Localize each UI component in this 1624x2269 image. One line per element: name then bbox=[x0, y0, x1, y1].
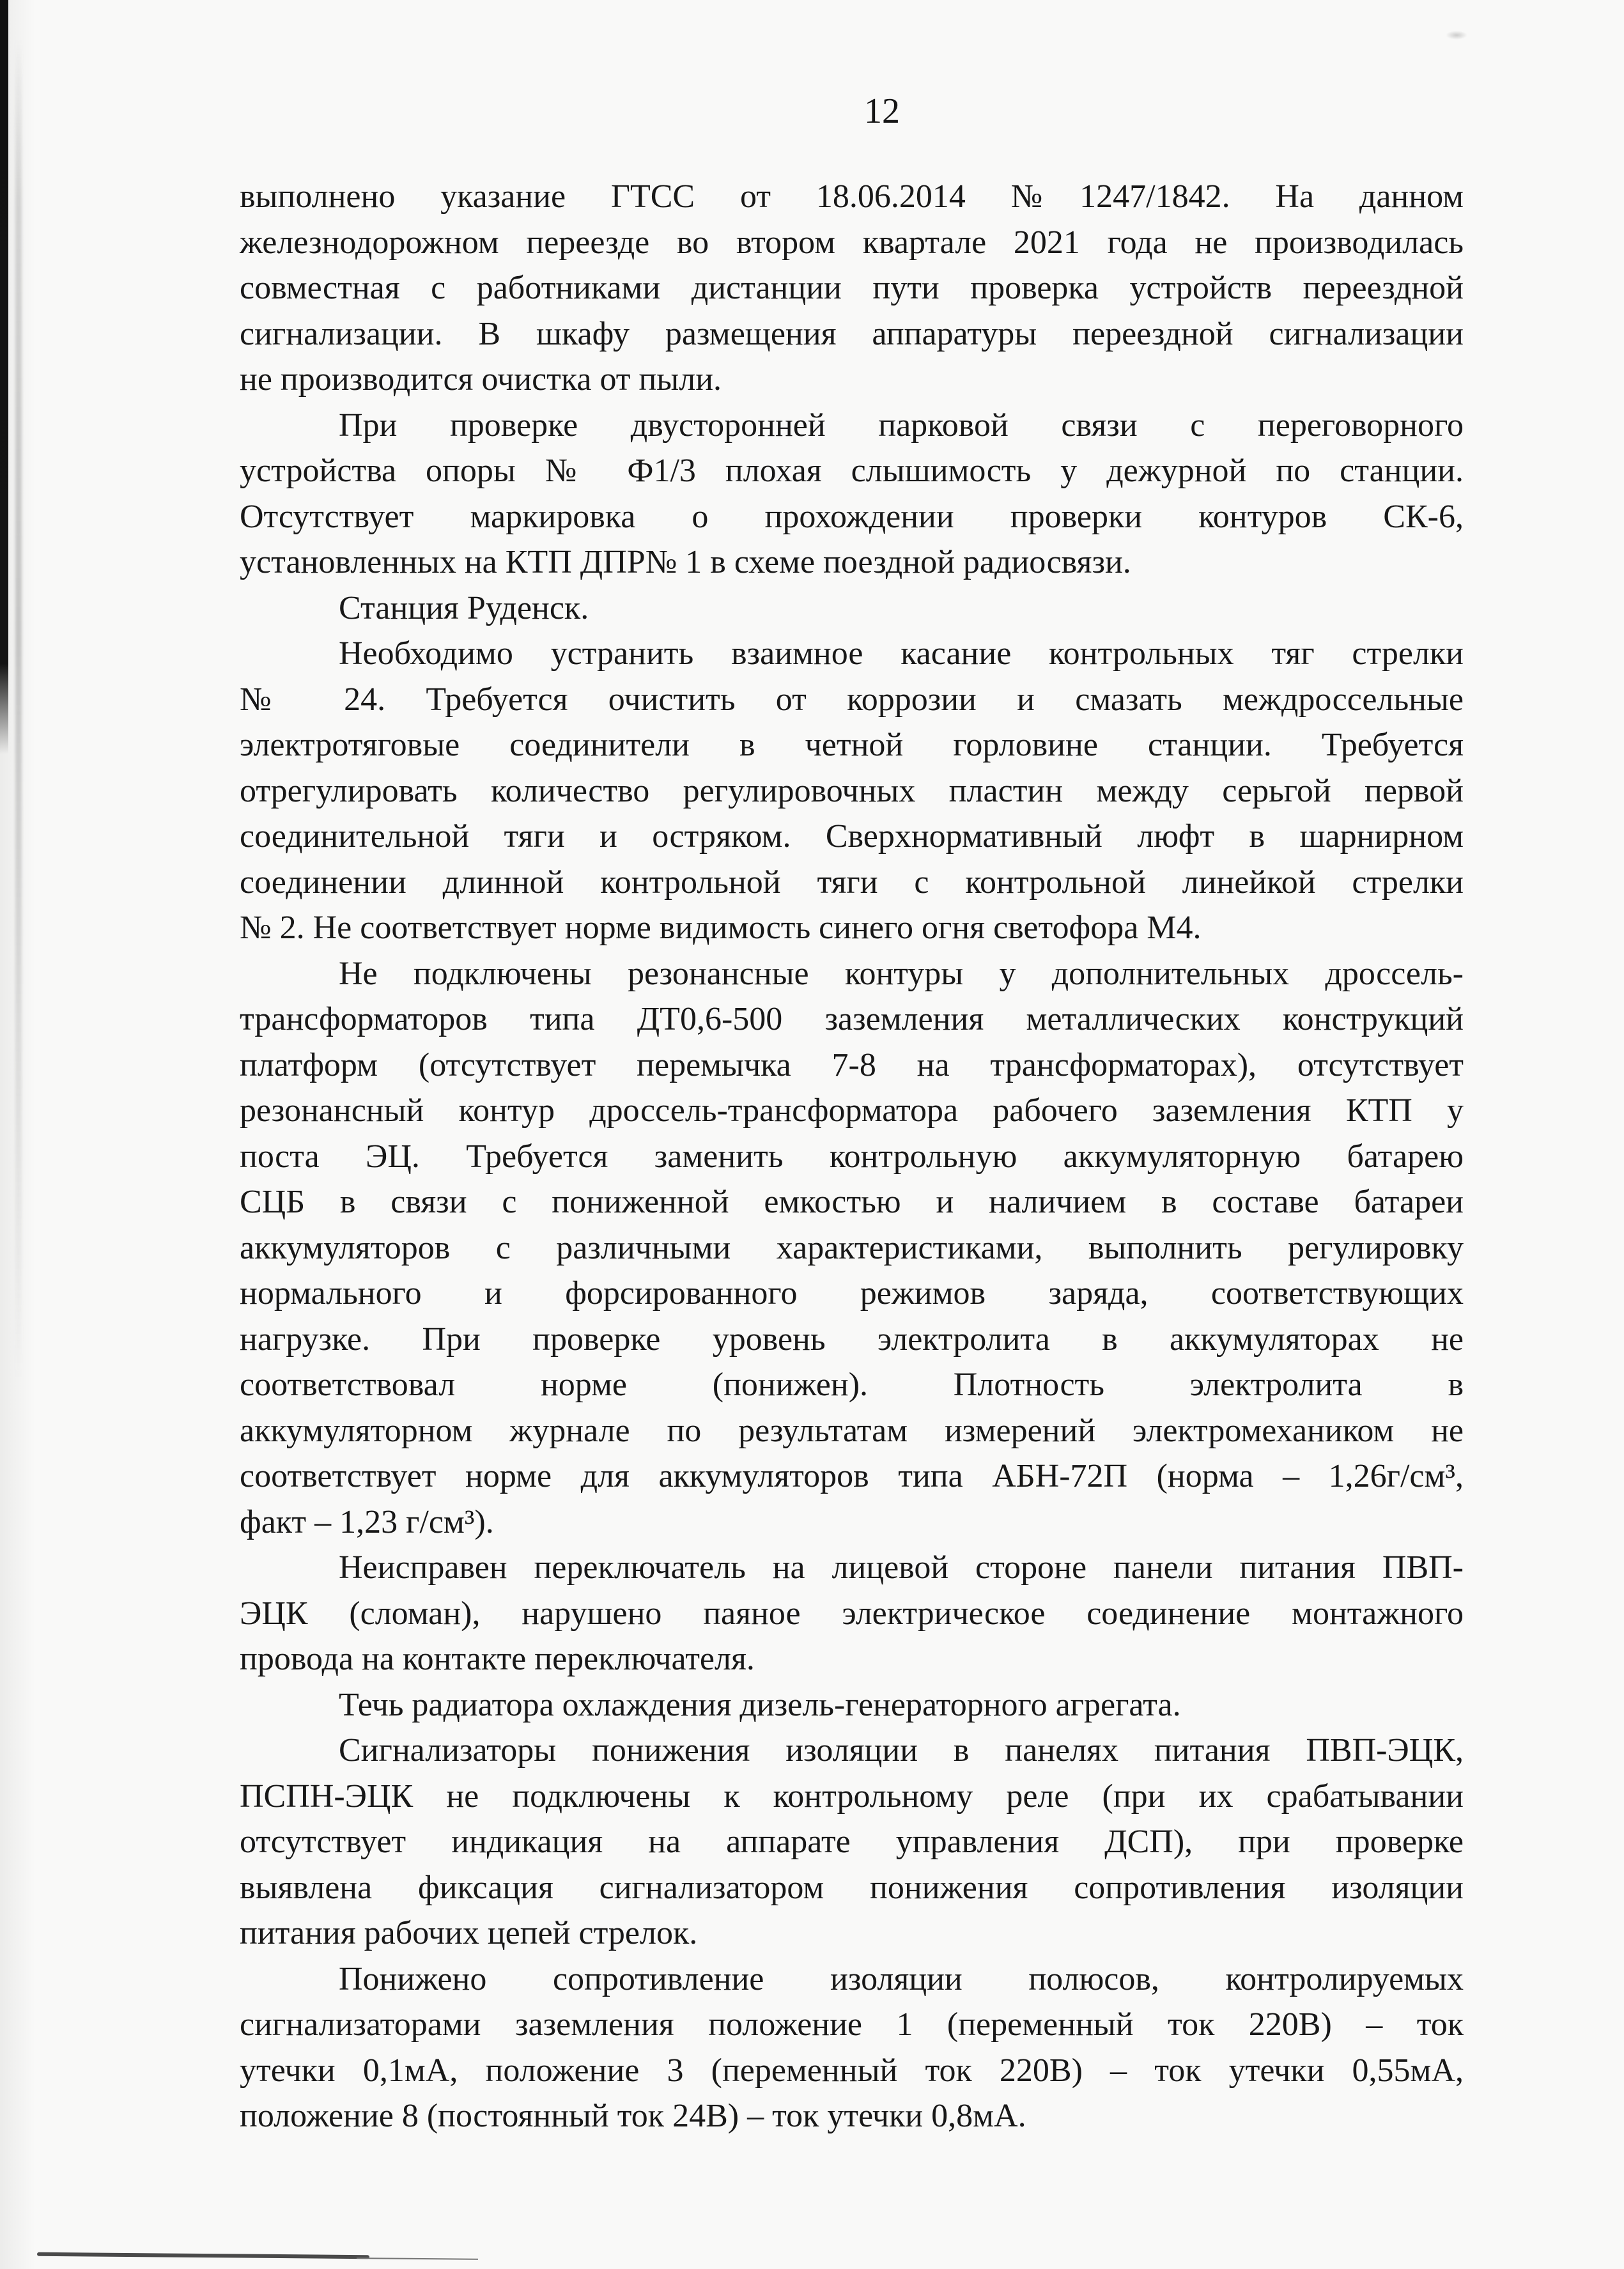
text-line: нагрузке. При проверке уровень электролита в аккумуляторах не bbox=[240, 1320, 1464, 1358]
text-line: выявлена фиксация сигнализатором понижения сопротивления изоляции bbox=[240, 1869, 1464, 1906]
text-line: соединительной тяги и остряком. Сверхнормативный люфт в шарнирном bbox=[240, 818, 1464, 855]
text-line: Необходимо устранить взаимное касание контрольных тяг стрелки bbox=[339, 635, 1464, 672]
text-line: отсутствует индикация на аппарате управления ДСП), при проверке bbox=[240, 1824, 1464, 1860]
text-line: утечки 0,1мА, положение 3 (переменный ток 220В) – ток утечки 0,55мА, bbox=[240, 2052, 1464, 2089]
text-body bbox=[240, 174, 1464, 2139]
text-line: совместная с работниками дистанции пути проверка устройств переездной bbox=[240, 270, 1464, 306]
text-line: соответствовал норме (понижен). Плотность электролита в bbox=[240, 1367, 1464, 1403]
text-line: СЦБ в связи с пониженной емкостью и наличием в составе батареи bbox=[240, 1184, 1464, 1220]
text-line: аккумуляторном журнале по результатам измерений электромехаником не bbox=[240, 1412, 1464, 1449]
text-line: положение 8 (постоянный ток 24В) – ток утечки 0,8мА. bbox=[240, 2098, 1026, 2134]
text-line: отрегулировать количество регулировочных пластин между серьгой первой bbox=[240, 772, 1464, 809]
text-line: Неисправен переключатель на лицевой стороне панели питания ПВП- bbox=[339, 1549, 1464, 1586]
text-line: провода на контакте переключателя. bbox=[240, 1641, 755, 1677]
text-line: установленных на КТП ДПР№ 1 в схеме поездной радиосвязи. bbox=[240, 544, 1131, 580]
text-line: сигнализаторами заземления положение 1 (переменный ток 220В) – ток bbox=[240, 2006, 1464, 2043]
page-number: 12 bbox=[864, 91, 900, 131]
text-line: соответствует норме для аккумуляторов типа АБН-72П (норма – 1,26г/см³, bbox=[240, 1458, 1464, 1494]
text-line: нормального и форсированного режимов заряда, соответствующих bbox=[240, 1275, 1464, 1312]
text-line: соединении длинной контрольной тяги с контрольной линейкой стрелки bbox=[240, 863, 1464, 901]
text-line: № 2. Не соответствует норме видимость синего огня светофора М4. bbox=[240, 910, 1202, 946]
text-line: Отсутствует маркировка о прохождении проверки контуров СК-6, bbox=[240, 498, 1464, 535]
text-line: трансформаторов типа ДТ0,6-500 заземления металлических конструкций bbox=[240, 1001, 1464, 1037]
text-line: поста ЭЦ. Требуется заменить контрольную аккумуляторную батарею bbox=[240, 1138, 1464, 1175]
text-line: устройства опоры № Ф1/3 плохая слышимость у дежурной по станции. bbox=[240, 453, 1464, 489]
scan-edge-bar bbox=[0, 0, 8, 754]
text-line: Станция Руденск. bbox=[339, 589, 589, 626]
text-line: При проверке двусторонней парковой связи с переговорного bbox=[339, 407, 1464, 444]
text-line: электротяговые соединители в четной горловине станции. Требуется bbox=[240, 727, 1464, 763]
text-line: ЭЦК (сломан), нарушено паяное электрическое соединение монтажного bbox=[240, 1595, 1464, 1632]
text-line: аккумуляторов с различными характеристиками, выполнить регулировку bbox=[240, 1229, 1464, 1266]
text-line: резонансный контур дроссель-трансформатора рабочего заземления КТП у bbox=[240, 1092, 1464, 1129]
scan-speck bbox=[1446, 31, 1467, 40]
text-line: Не подключены резонансные контуры у дополнительных дроссель- bbox=[339, 955, 1464, 992]
text-line: Понижено сопротивление изоляции полюсов, контролируемых bbox=[339, 1960, 1464, 1997]
text-line: питания рабочих цепей стрелок. bbox=[240, 1915, 698, 1951]
text-line: факт – 1,23 г/см³). bbox=[240, 1503, 494, 1540]
text-line: платформ (отсутствует перемычка 7-8 на трансформаторах), отсутствует bbox=[240, 1046, 1464, 1083]
text-line: не производится очистка от пыли. bbox=[240, 361, 722, 398]
text-line: выполнено указание ГТСС от 18.06.2014 №1247/1842. На данном bbox=[240, 178, 1464, 215]
text-line: ПСПН-ЭЦК не подключены к контрольному реле (при их срабатывании bbox=[240, 1777, 1464, 1815]
scan-edge-streak bbox=[15, 38, 22, 1381]
scan-smudge-line bbox=[37, 2252, 369, 2259]
text-line: № 24. Требуется очистить от коррозии и смазать междроссельные bbox=[240, 681, 1464, 718]
text-line: Течь радиатора охлаждения дизель-генераторного агрегата. bbox=[339, 1686, 1181, 1723]
text-line: Сигнализаторы понижения изоляции в панелях питания ПВП-ЭЦК, bbox=[339, 1732, 1464, 1769]
text-line: сигнализации. В шкафу размещения аппаратуры переездной сигнализации bbox=[240, 315, 1464, 352]
text-line: железнодорожном переезде во втором квартале 2021 года не производилась bbox=[240, 224, 1464, 261]
